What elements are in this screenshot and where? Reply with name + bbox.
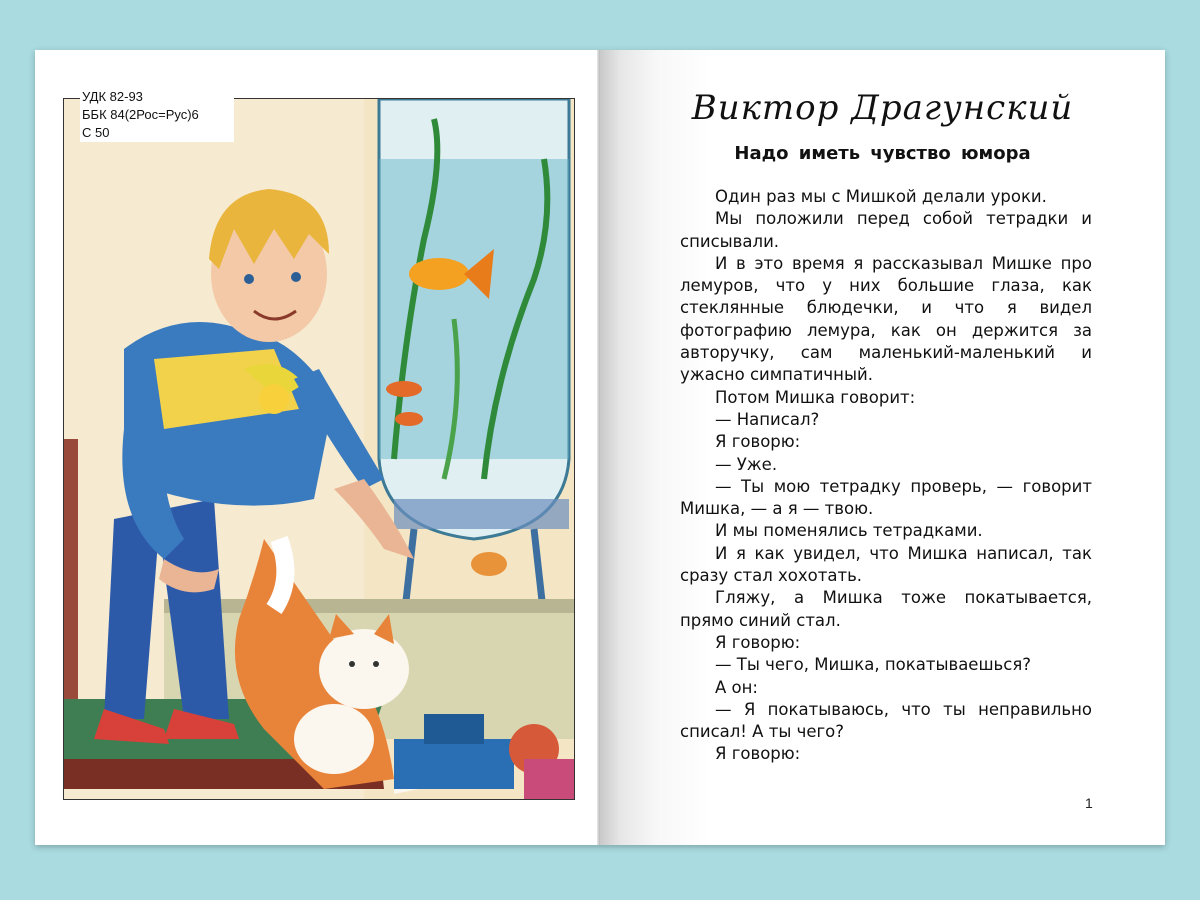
paragraph: — Ты мою тетрадку проверь, — говорит Мишка, — а я — твою. [680, 476, 1092, 519]
paragraph: Мы положили перед собой тетрадки и списывали. [680, 209, 1092, 251]
author-name: Виктор Драгунский [691, 88, 1074, 128]
paragraph: Потом Мишка говорит: [715, 387, 916, 407]
paragraph: А он: [715, 677, 758, 697]
author-mark: С 50 [82, 125, 110, 140]
paragraph: И мы поменялись тетрадками. [715, 521, 983, 541]
paragraph: Гляжу, а Мишка тоже покатывается, прямо синий стал. [680, 588, 1092, 630]
paragraph: И я как увидел, что Мишка написал, так сразу стал хохотать. [680, 543, 1092, 586]
book-spread [35, 50, 1165, 845]
paragraph: Я говорю: [715, 432, 801, 452]
bibliographic-info [80, 88, 234, 142]
paragraph: — Ты чего, Мишка, покатываешься? [715, 655, 1032, 675]
left-page [35, 50, 600, 845]
page-number: 1 [1085, 795, 1093, 811]
paragraph: — Написал? [715, 409, 820, 429]
story-text [680, 186, 1092, 766]
paragraph: Я говорю: [715, 632, 801, 652]
paragraph: И в это время я рассказывал Мишке про лемуров, что у них большие глаза, как стеклянные блюдечки, и что я видел фотографию лемура, как он держится за авторучку, сам маленький-маленький и ужасно симпатичный. [680, 253, 1092, 385]
paragraph: — Уже. [715, 454, 778, 474]
story-title: Надо иметь чувство юмора [734, 143, 1031, 164]
paragraph: — Я покатываюсь, что ты неправильно списал! А ты чего? [680, 699, 1092, 742]
story-illustration [63, 98, 575, 800]
paragraph: Один раз мы с Мишкой делали уроки. [715, 187, 1047, 206]
bbk-code: ББК 84(2Рос=Рус)6 [82, 107, 199, 122]
udk-code: УДК 82-93 [82, 89, 143, 104]
paragraph: Я говорю: [715, 744, 801, 764]
